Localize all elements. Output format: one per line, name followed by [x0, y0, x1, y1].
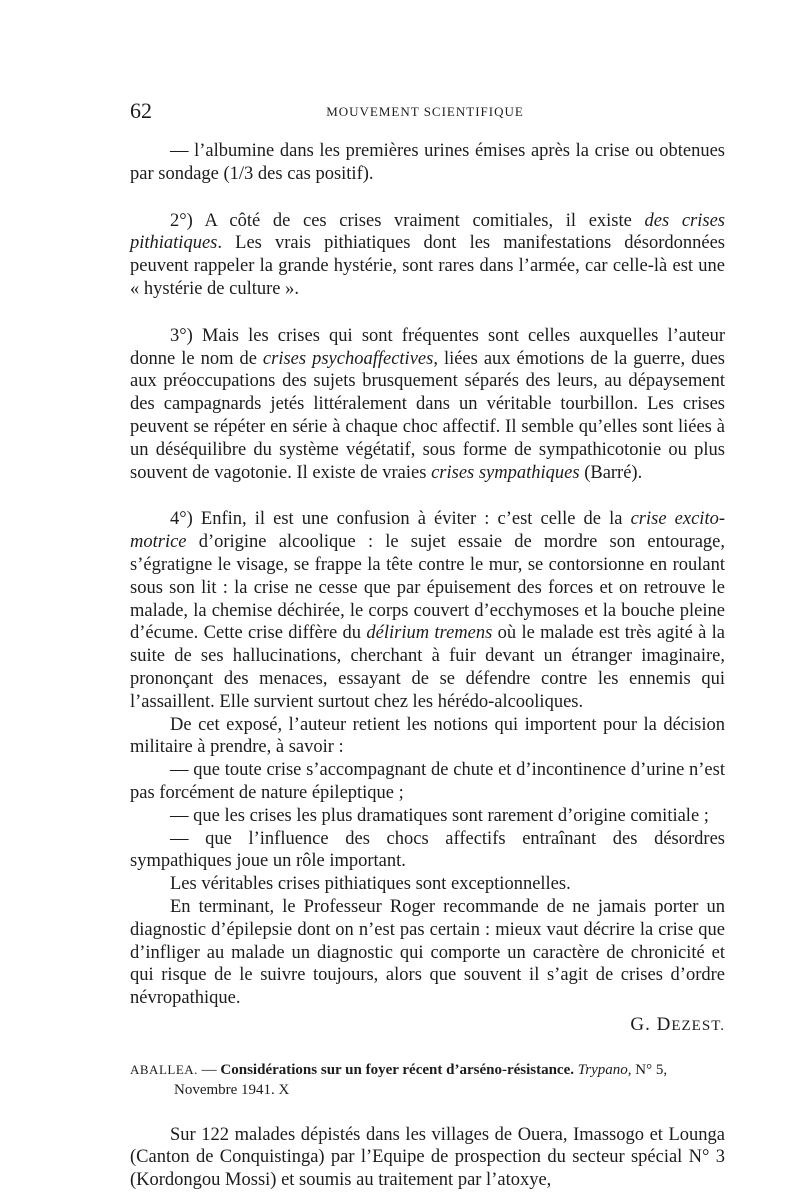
reference-journal: Trypano,: [577, 1061, 632, 1078]
paragraph-excito-motrice: [130, 508, 725, 713]
text-span: (Barré).: [579, 462, 643, 483]
text-span: . Les vrais pithiatiques dont les manifestations désordonnées peuvent rappeler la grande hystérie, sont rares dans l’armée, car celle-là est une « hystérie de culture ».: [130, 233, 725, 299]
text-span: 3°) Mais les crises qui sont fréquentes sont celles auxquelles l’auteur donne le nom de: [130, 325, 725, 369]
author-signature: [130, 1014, 725, 1038]
paragraph-notion-2: — que les crises les plus dramatiques sont rarement d’origine comitiale ;: [170, 805, 709, 826]
text-span: d’origine alcoolique : le sujet essaie de mordre son entourage, s’égratigne le visage, se frappe la tête contre le mur, se contorsionne en roulant sous son lit : la crise ne cesse que par épuisement des forces et on retrouve le malade, la chemise déchirée, le corps couvert d’ecchymoses et la bouche pleine d’écume. Cette crise diffère du: [130, 532, 725, 644]
text-span: 2°) A côté de ces crises vraiment comitiales, il existe: [170, 210, 645, 231]
paragraph-notion-3: — que l’influence des chocs affectifs entraînant des désordres sympathiques joue un rôle important.: [130, 828, 725, 872]
italic-term: crises sympathiques: [431, 462, 580, 483]
italic-term: crise excito-motrice: [130, 509, 725, 553]
article-body: [130, 140, 725, 1192]
text-span: , liées aux émotions de la guerre, dues aux préoccupations des sujets brusquement séparés des leurs, au dépaysement des campagnards jetés littéralement dans un véritable tourbillon. Les crises peuvent se répéter en série à chaque choc affectif. Il semble qu’elles sont liées à un déséquilibre du système végétatif, sous forme de sympathicotonie ou plus souvent de vagotonie. Il existe de vraies: [130, 348, 725, 483]
reference-dash: —: [197, 1061, 221, 1078]
reference-title: Considérations sur un foyer récent d’arséno-résistance.: [220, 1061, 574, 1078]
bibliographic-reference: [130, 1060, 725, 1100]
paragraph-albumine: — l’albumine dans les premières urines émises après la crise ou obtenues par sondage (1/3 des cas positif).: [130, 141, 725, 184]
page-header: [130, 98, 720, 128]
paragraph-conclusion: En terminant, le Professeur Roger recommande de ne jamais porter un diagnostic d’épilepsie dont on n’est pas certain : mieux vaut décrire la crise que d’infliger au malade un diagnostic qui comporte un caractère de chronicité et qui risque de le suivre toujours, alors que souvent il s’agit de crises d’ordre névropathique.: [130, 896, 725, 1009]
reference-author: ABALLEA.: [130, 1061, 198, 1077]
paragraph-psychoaffectives: [130, 325, 725, 485]
italic-term: des crises pithiatiques: [130, 210, 725, 254]
signature-rest: EZEST.: [671, 1017, 725, 1034]
paragraph-closing: Sur 122 malades dépistés dans les villages de Ouera, Imassogo et Lounga (Canton de Conquistinga) par l’Equipe de prospection du secteur spécial N° 3 (Kordongou Mossi) et soumis au traitement par l’atoxye,: [130, 1124, 725, 1191]
signature-initial: G. D: [630, 1013, 672, 1035]
page-number: 62: [130, 98, 152, 123]
paragraph-notion-1: — que toute crise s’accompagnant de chute et d’incontinence d’urine n’est pas forcément de nature épileptique ;: [130, 760, 725, 803]
reference-number: N° 5,: [631, 1061, 668, 1078]
reference-date: Novembre 1941. X: [174, 1081, 290, 1098]
text-span: 4°) Enfin, il est une confusion à éviter : c’est celle de la: [170, 509, 631, 530]
text-span: où le malade est très agité à la suite de ses hallucinations, cherchant à fuir devant un étranger imaginaire, prononçant des menaces, essayant de se défendre contre les ennemis qui l’assaillent. Elle survient surtout chez les hérédo-alcooliques.: [130, 623, 726, 712]
paragraph-pithiatiques-exceptionnelles: Les véritables crises pithiatiques sont exceptionnelles.: [170, 874, 571, 895]
paragraph-pithiatiques: [130, 210, 725, 301]
italic-term: crises psychoaffectives: [262, 348, 434, 369]
italic-term: délirium tremens: [366, 623, 493, 644]
running-title: MOUVEMENT SCIENTIFIQUE: [326, 104, 524, 119]
paragraph-expose: De cet exposé, l’auteur retient les notions qui importent pour la décision militaire à prendre, à savoir :: [130, 714, 725, 758]
